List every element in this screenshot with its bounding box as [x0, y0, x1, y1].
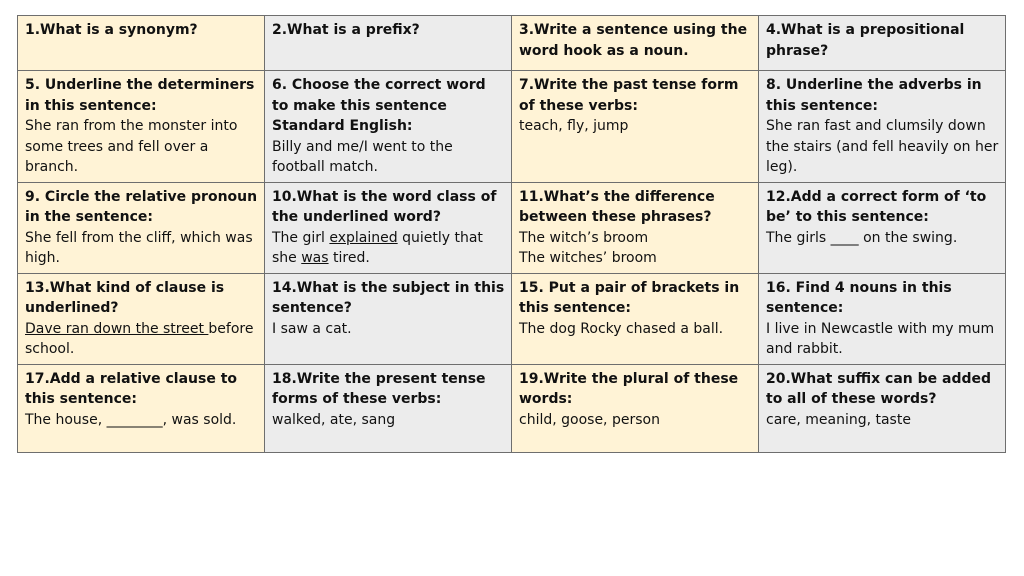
question-text: 15. Put a pair of brackets in this sentence:	[519, 279, 740, 316]
answer-fragment: quietly that she	[272, 229, 483, 266]
answer-line: The witch’s broom	[519, 229, 649, 246]
question-cell-12	[759, 182, 1006, 273]
answer-text: She ran fast and clumsily down the stairs (and fell heavily on her leg).	[766, 118, 999, 175]
question-text: 12.Add a correct form of ‘to be’ to this sentence:	[766, 188, 987, 225]
question-cell-6	[265, 71, 512, 183]
question-cell-13	[18, 273, 265, 364]
question-cell-19	[512, 364, 759, 452]
question-cell-1	[18, 16, 265, 71]
question-cell-17	[18, 364, 265, 452]
question-text: 14.What is the subject in this sentence?	[272, 279, 505, 316]
question-text: 6. Choose the correct word to make this sentence Standard English:	[272, 77, 486, 134]
question-cell-5	[18, 71, 265, 183]
underlined-word: explained	[329, 229, 398, 246]
question-cell-7	[512, 71, 759, 183]
question-text: 8. Underline the adverbs in this sentence:	[766, 77, 982, 114]
question-text: 1.What is a synonym?	[25, 22, 198, 38]
revision-grid	[17, 15, 1006, 453]
question-cell-3	[512, 16, 759, 71]
answer-text	[766, 228, 999, 249]
answer-text	[25, 319, 258, 360]
underlined-clause: Dave ran down the street	[25, 320, 209, 337]
question-cell-18	[265, 364, 512, 452]
question-cell-14	[265, 273, 512, 364]
grid-row	[18, 364, 1006, 452]
answer-text: The dog Rocky chased a ball.	[519, 320, 724, 337]
answer-fragment: on the swing.	[858, 229, 958, 246]
question-cell-16	[759, 273, 1006, 364]
question-cell-9	[18, 182, 265, 273]
question-cell-2	[265, 16, 512, 71]
question-cell-20	[759, 364, 1006, 452]
question-cell-10	[265, 182, 512, 273]
answer-text: She ran from the monster into some trees and fell over a branch.	[25, 118, 238, 175]
answer-text: She fell from the cliff, which was high.	[25, 229, 253, 266]
question-text: 13.What kind of clause is underlined?	[25, 279, 225, 316]
answer-text	[272, 228, 505, 269]
question-text: 10.What is the word class of the underlined word?	[272, 188, 497, 225]
grid-row	[18, 182, 1006, 273]
underlined-word: was	[301, 250, 329, 266]
question-text: 20.What suffix can be added to all of these words?	[766, 370, 992, 407]
answer-text: teach, fly, jump	[519, 118, 629, 134]
question-text: 7.Write the past tense form of these verbs:	[519, 77, 739, 114]
answer-blank: ____	[830, 229, 859, 246]
question-text: 17.Add a relative clause to this sentence:	[25, 370, 238, 407]
question-text: 11.What’s the difference between these phrases?	[519, 188, 715, 225]
answer-text: walked, ate, sang	[272, 411, 396, 428]
answer-text: Billy and me/I went to the football match.	[272, 138, 453, 175]
answer-text: I saw a cat.	[272, 320, 352, 337]
answer-fragment: The girl	[272, 229, 330, 246]
answer-line: The witches’ broom	[519, 250, 657, 266]
question-text: 9. Circle the relative pronoun in the sentence:	[25, 188, 258, 225]
answer-fragment: The girls	[766, 229, 831, 246]
question-cell-8	[759, 71, 1006, 183]
answer-text: care, meaning, taste	[766, 411, 911, 428]
grid-row	[18, 16, 1006, 71]
answer-text: I live in Newcastle with my mum and rabbit.	[766, 320, 995, 357]
question-text: 3.Write a sentence using the word hook as a noun.	[519, 22, 748, 59]
answer-fragment: tired.	[328, 250, 370, 266]
question-text: 4.What is a prepositional phrase?	[766, 22, 965, 59]
answer-fragment: before school.	[25, 320, 254, 357]
question-cell-4	[759, 16, 1006, 71]
question-text: 19.Write the plural of these words:	[519, 370, 739, 407]
question-cell-15	[512, 273, 759, 364]
question-text: 18.Write the present tense forms of these verbs:	[272, 370, 486, 407]
question-text: 2.What is a prefix?	[272, 22, 420, 38]
answer-text: The house, ________, was sold.	[25, 411, 237, 428]
question-text: 5. Underline the determiners in this sentence:	[25, 77, 255, 114]
answer-text: child, goose, person	[519, 411, 660, 428]
question-text: 16. Find 4 nouns in this sentence:	[766, 279, 952, 316]
question-cell-11	[512, 182, 759, 273]
grid-row	[18, 273, 1006, 364]
grid-row	[18, 71, 1006, 183]
